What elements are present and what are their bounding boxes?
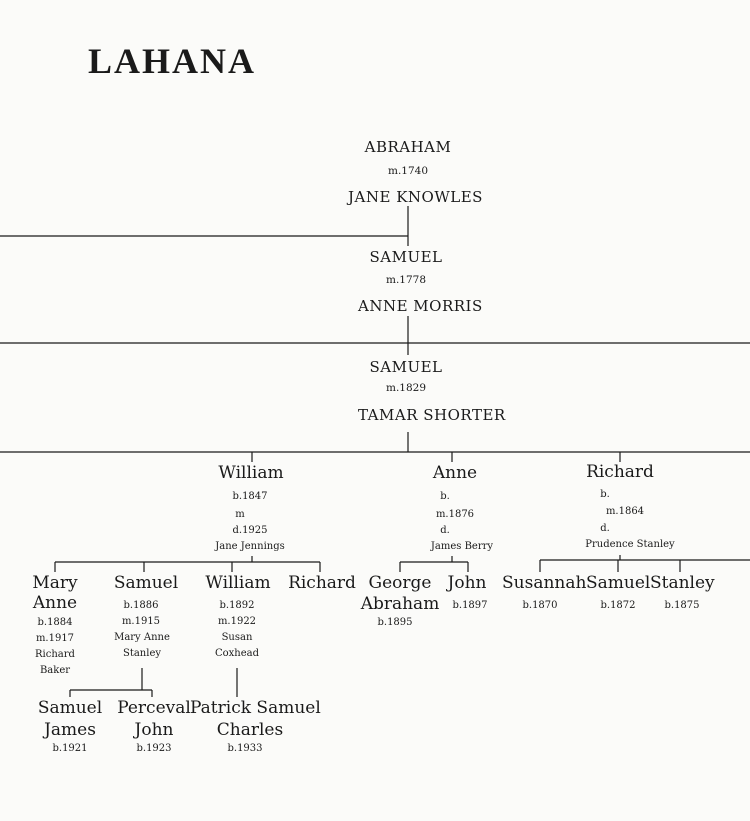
anne-name: Anne (432, 463, 478, 483)
william-married: m (235, 509, 245, 520)
perceval-john-born: b.1923 (136, 743, 172, 754)
susannah-born: b.1870 (522, 600, 558, 611)
william-jr-spouse2: Coxhead (214, 648, 260, 659)
patrick-name1: Patrick Samuel (190, 698, 321, 718)
stanley-name: Stanley (650, 573, 715, 593)
william-name: William (218, 463, 284, 483)
richard-spouse: Prudence Stanley (585, 539, 675, 550)
samuel-married: m.1915 (121, 616, 161, 627)
patrick-born: b.1933 (227, 743, 263, 754)
mary-anne-name2: Anne (32, 593, 78, 613)
mary-anne-spouse2: Baker (39, 665, 71, 676)
william-spouse: Jane Jennings (215, 541, 285, 552)
mary-anne-name1: Mary (32, 573, 78, 593)
william-born: b.1847 (232, 491, 268, 502)
samuel-spouse2: Stanley (122, 648, 162, 659)
samuel-r-born: b.1872 (600, 600, 636, 611)
perceval-john-name2: John (134, 720, 174, 740)
william-jr-married: m.1922 (217, 616, 257, 627)
anne-spouse: James Berry (430, 541, 494, 552)
john-name: John (447, 573, 487, 593)
patrick-name2: Charles (216, 720, 284, 740)
george-name2: Abraham (360, 594, 440, 614)
william-died: d.1925 (232, 525, 268, 536)
samuel-james-born: b.1921 (52, 743, 88, 754)
anne-born: b. (440, 491, 450, 502)
gen2-marriage: m.1778 (385, 274, 427, 286)
samuel-r-name: Samuel (586, 573, 651, 593)
samuel-spouse1: Mary Anne (114, 632, 170, 643)
gen2-wife: ANNE MORRIS (358, 297, 483, 315)
mary-anne-born: b.1884 (37, 617, 73, 628)
john-born: b.1897 (452, 600, 488, 611)
richard-name: Richard (586, 462, 654, 482)
gen1-husband: ABRAHAM (364, 138, 452, 156)
mary-anne-married: m.1917 (35, 633, 75, 644)
mary-anne-spouse1: Richard (35, 649, 75, 660)
susannah-name: Susannah (502, 573, 587, 593)
richard-jr-name: Richard (288, 573, 356, 593)
samuel-born: b.1886 (123, 600, 159, 611)
william-jr-name: William (205, 573, 271, 593)
samuel-james-name2: James (44, 720, 96, 740)
william-jr-born: b.1892 (219, 600, 255, 611)
richard-married: m.1864 (605, 506, 645, 517)
gen3-wife: TAMAR SHORTER (358, 406, 506, 424)
george-name1: George (368, 573, 432, 593)
richard-died: d. (600, 523, 610, 534)
william-jr-spouse1: Susan (221, 632, 253, 643)
samuel-name: Samuel (113, 573, 179, 593)
page-title: LAHANA (88, 41, 257, 81)
gen2-husband: SAMUEL (369, 248, 443, 266)
gen3-husband: SAMUEL (369, 358, 443, 376)
gen3-marriage: m.1829 (385, 382, 427, 394)
gen1-marriage: m.1740 (387, 165, 429, 177)
perceval-john-name1: Perceval (117, 698, 191, 718)
stanley-born: b.1875 (664, 600, 700, 611)
anne-died: d. (440, 525, 450, 536)
samuel-james-name1: Samuel (37, 698, 103, 718)
richard-born: b. (600, 489, 610, 500)
anne-married: m.1876 (435, 509, 475, 520)
gen1-wife: JANE KNOWLES (348, 188, 483, 206)
george-born: b.1895 (377, 617, 413, 628)
